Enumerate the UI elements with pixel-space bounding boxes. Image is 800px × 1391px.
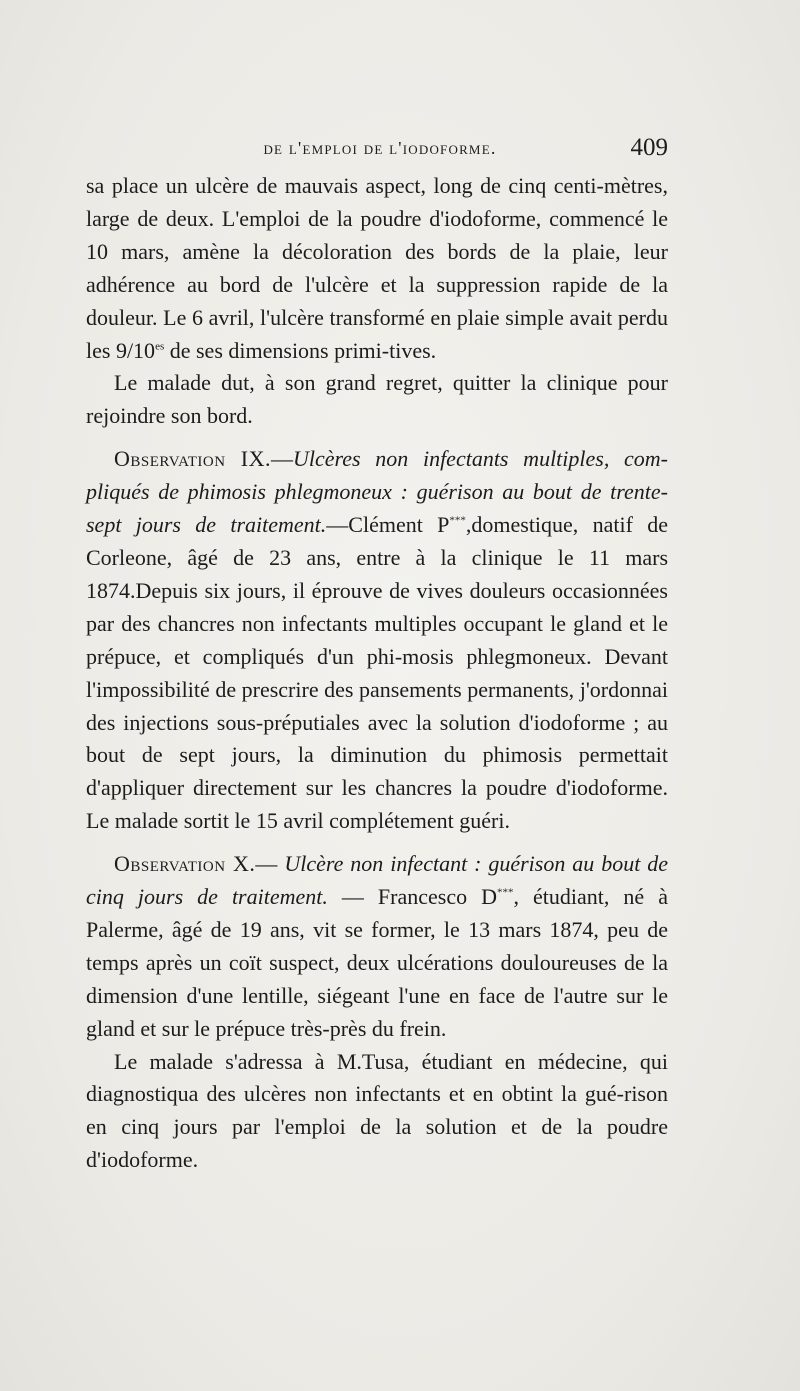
paragraph-text: sa place un ulcère de mauvais aspect, long de cinq centi-mètres, large de deux. L'emploi de la poudre d'iodoforme, commencé le 10 mars, amène la décoloration des bords de la plaie, leur adhérence au bord de l'ulcère et la suppression rapide de la douleur. Le 6 avril, l'ulcère transformé en plaie simple avait perdu les 9/10 (86, 173, 668, 363)
paragraph-text: — Francesco D (327, 884, 498, 910)
body-text (86, 170, 668, 1177)
page-number: 409 (630, 134, 668, 161)
paragraph-text: ,domestique, natif de Corleone, âgé de 23 ans, entre à la clinique le 11 mars 1874.Depuis six jours, il éprouve de vives douleurs occasionnées par des chancres non infectants multiples occupant le gland et le prépuce, et compliqués d'un phi-mosis phlegmoneux. Devant l'impossibilité de prescrire des pansements permanents, j'ordonnai des injections sous-préputiales avec la solution d'iodoforme ; au bout de sept jours, la diminution du phimosis permettait d'appliquer directement sur les chancres la poudre d'iodoforme. Le malade sortit le 15 avril complétement guéri. (86, 512, 668, 834)
observation-label: Observation IX. (114, 446, 271, 472)
superscript: *** (497, 886, 514, 899)
paragraph-text: , étudiant, né à Palerme, âgé de 19 ans, vit se former, le 13 mars 1874, peu de temps après un coït suspect, deux ulcérations douloureuses de la dimension d'une lentille, siégeant l'une en face de l'autre sur le gland et sur le prépuce très-près du frein. (86, 884, 668, 1041)
observation-title: Ulcère non infectant : guérison au bout de cinq jours de traitement. (86, 851, 668, 910)
dash: — (255, 851, 285, 877)
observation-label: Observation X. (114, 851, 256, 877)
dash: — (271, 446, 293, 472)
paragraph: Le malade dut, à son grand regret, quitter la clinique pour rejoindre son bord. (86, 370, 668, 429)
observation-x (86, 848, 668, 1045)
paragraph-text: de ses dimensions primi-tives. (164, 337, 437, 363)
superscript: *** (449, 514, 466, 527)
observation-title: Ulcères non infectants multiples, com-pliqués de phimosis phlegmoneux : guérison au bout de trente-sept jours de traitement. (86, 446, 668, 538)
superscript: es (155, 340, 165, 353)
paragraph-continuation (86, 170, 668, 367)
observation-ix (86, 443, 668, 838)
page-header (92, 134, 668, 166)
running-title: de l'emploi de l'iodoforme. (263, 138, 497, 158)
paragraph: Le malade s'adressa à M.Tusa, étudiant en médecine, qui diagnostiqua des ulcères non infectants et en obtint la gué-rison en cinq jours par l'emploi de la solution et de la poudre d'iodoforme. (86, 1048, 668, 1173)
paragraph-text: —Clément P (326, 512, 450, 538)
